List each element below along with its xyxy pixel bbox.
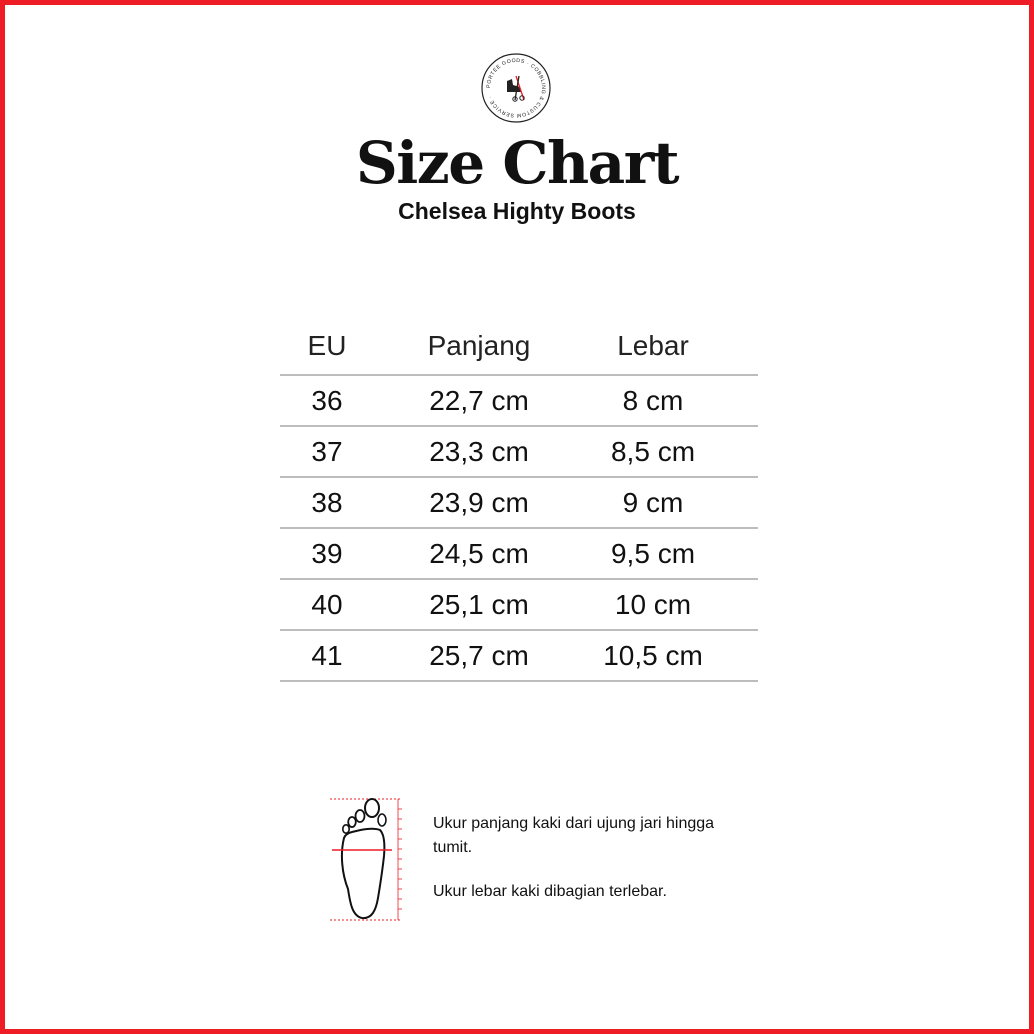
column-header-panjang: Panjang — [427, 330, 531, 361]
width-value: 9 cm — [622, 486, 684, 518]
size-eu: 37 — [311, 435, 343, 467]
size-eu: 39 — [311, 537, 343, 569]
width-value: 8 cm — [622, 384, 684, 416]
width-instruction: Ukur lebar kaki dibagian terlebar. — [433, 883, 667, 900]
column-header-eu: EU — [307, 330, 347, 361]
size-eu: 40 — [311, 588, 343, 620]
table-row — [280, 427, 758, 478]
page-title: Size Chart — [355, 129, 679, 197]
length-value: 25,7 cm — [429, 639, 529, 671]
brand-logo — [480, 52, 552, 124]
size-table — [280, 318, 758, 682]
measuring-instructions — [433, 812, 753, 904]
size-eu: 41 — [311, 639, 343, 671]
table-row — [280, 580, 758, 631]
width-value: 10,5 cm — [603, 639, 703, 671]
width-value: 10 cm — [614, 588, 692, 620]
length-value: 25,1 cm — [429, 588, 529, 620]
length-value: 23,3 cm — [429, 435, 529, 467]
column-header-lebar: Lebar — [617, 330, 689, 361]
width-value: 8,5 cm — [610, 435, 696, 467]
length-value: 23,9 cm — [429, 486, 529, 518]
table-row — [280, 376, 758, 427]
table-row — [280, 478, 758, 529]
table-row — [280, 529, 758, 580]
length-value: 22,7 cm — [429, 384, 529, 416]
boot-and-scissors-icon — [507, 76, 524, 101]
foot-measure-icon — [326, 794, 406, 924]
length-value: 24,5 cm — [429, 537, 529, 569]
table-header — [280, 318, 758, 376]
svg-text:PORTEE GOODS · COBBLING & CUST: PORTEE GOODS · COBBLING & CUSTOM SERVICE · — [485, 57, 547, 119]
table-row — [280, 631, 758, 682]
size-eu: 36 — [311, 384, 343, 416]
product-name: Chelsea Highty Boots — [398, 198, 636, 224]
length-instruction: Ukur panjang kaki dari ujung jari hingga tumit. — [433, 815, 715, 856]
size-eu: 38 — [311, 486, 343, 518]
width-value: 9,5 cm — [610, 537, 696, 569]
